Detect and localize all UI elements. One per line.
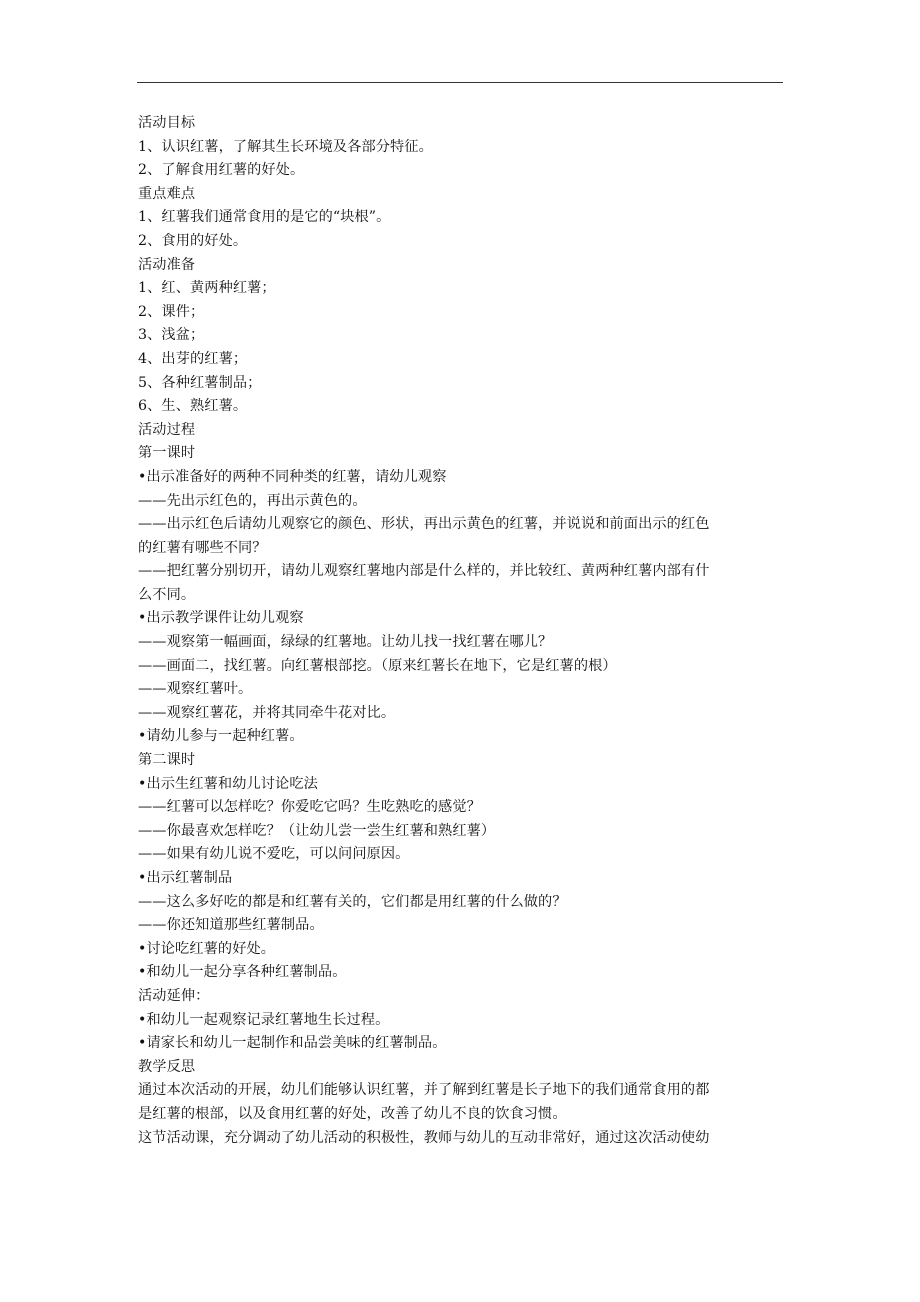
section-heading-reflection: 教学反思 bbox=[138, 1058, 196, 1075]
process-line: ——画面二，找红薯。向红薯根部挖。（原来红薯长在地下，它是红薯的根） bbox=[138, 657, 617, 674]
process-line: ——观察红薯叶。 bbox=[138, 681, 253, 698]
process-line: ——观察红薯花，并将其同牵牛花对比。 bbox=[138, 704, 396, 721]
preparation-item-3: 3、浅盆； bbox=[138, 327, 205, 344]
section-heading-goals: 活动目标 bbox=[138, 115, 196, 131]
reflection-line: 通过本次活动的开展，幼儿们能够认识红薯，并了解到红薯是长子地下的我们通常食用的都 bbox=[138, 1082, 710, 1099]
process-line: •讨论吃红薯的好处。 bbox=[138, 940, 276, 957]
process-line: ——先出示红色的，再出示黄色的。 bbox=[138, 492, 367, 509]
header-rule bbox=[137, 82, 783, 83]
reflection-line: 这节活动课，充分调动了幼儿活动的积极性，教师与幼儿的互动非常好，通过这次活动使幼 bbox=[138, 1129, 710, 1146]
reflection-line: 是红薯的根部，以及食用红薯的好处，改善了幼儿不良的饮食习惯。 bbox=[138, 1105, 567, 1122]
subheading-lesson-1: 第一课时 bbox=[138, 445, 196, 462]
extension-item-1: •和幼儿一起观察记录红薯地生长过程。 bbox=[138, 1011, 390, 1028]
process-line: ——这么多好吃的都是和红薯有关的，它们都是用红薯的什么做的？ bbox=[138, 893, 567, 910]
goal-item-1: 1、认识红薯，了解其生长环境及各部分特征。 bbox=[138, 138, 433, 155]
process-line: ——如果有幼儿说不爱吃，可以问问原因。 bbox=[138, 846, 410, 863]
process-line: •请幼儿参与一起种红薯。 bbox=[138, 728, 304, 745]
process-line: •出示准备好的两种不同种类的红薯，请幼儿观察 bbox=[138, 468, 447, 485]
process-line: ——你还知道那些红薯制品。 bbox=[138, 917, 324, 934]
process-line: •出示红薯制品 bbox=[138, 870, 233, 886]
document-body bbox=[138, 112, 786, 1150]
process-line: ——红薯可以怎样吃？你爱吃它吗？生吃熟吃的感觉？ bbox=[138, 799, 481, 816]
preparation-item-1: 1、红、黄两种红薯； bbox=[138, 280, 276, 297]
preparation-item-5: 5、各种红薯制品； bbox=[138, 374, 262, 391]
process-line: •出示生红薯和幼儿讨论吃法 bbox=[138, 775, 318, 792]
section-heading-preparation: 活动准备 bbox=[138, 256, 196, 273]
subheading-lesson-2: 第二课时 bbox=[138, 752, 196, 769]
goal-item-2: 2、了解食用红薯的好处。 bbox=[138, 162, 305, 179]
process-line: 么不同。 bbox=[138, 586, 196, 603]
preparation-item-2: 2、课件； bbox=[138, 303, 205, 320]
key-point-item-2: 2、食用的好处。 bbox=[138, 232, 248, 249]
process-line: ——你最喜欢怎样吃？（让幼儿尝一尝生红薯和熟红薯） bbox=[138, 822, 496, 839]
process-line: ——把红薯分别切开，请幼儿观察红薯地内部是什么样的，并比较红、黄两种红薯内部有什 bbox=[138, 563, 710, 580]
process-line: ——出示红色后请幼儿观察它的颜色、形状，再出示黄色的红薯，并说说和前面出示的红色 bbox=[138, 516, 710, 533]
process-line: •和幼儿一起分享各种红薯制品。 bbox=[138, 964, 347, 981]
section-heading-key-points: 重点难点 bbox=[138, 185, 196, 202]
preparation-item-6: 6、生、熟红薯。 bbox=[138, 398, 248, 415]
process-line: ——观察第一幅画面，绿绿的红薯地。让幼儿找一找红薯在哪儿？ bbox=[138, 634, 553, 651]
process-line: •出示教学课件让幼儿观察 bbox=[138, 610, 304, 627]
section-heading-extension: 活动延伸： bbox=[138, 987, 210, 1004]
extension-item-2: •请家长和幼儿一起制作和品尝美味的红薯制品。 bbox=[138, 1035, 447, 1052]
process-line: 的红薯有哪些不同？ bbox=[138, 539, 267, 556]
preparation-item-4: 4、出芽的红薯； bbox=[138, 350, 248, 367]
key-point-item-1: 1、红薯我们通常食用的是它的“块根”。 bbox=[138, 209, 391, 226]
section-heading-process: 活动过程 bbox=[138, 421, 196, 438]
